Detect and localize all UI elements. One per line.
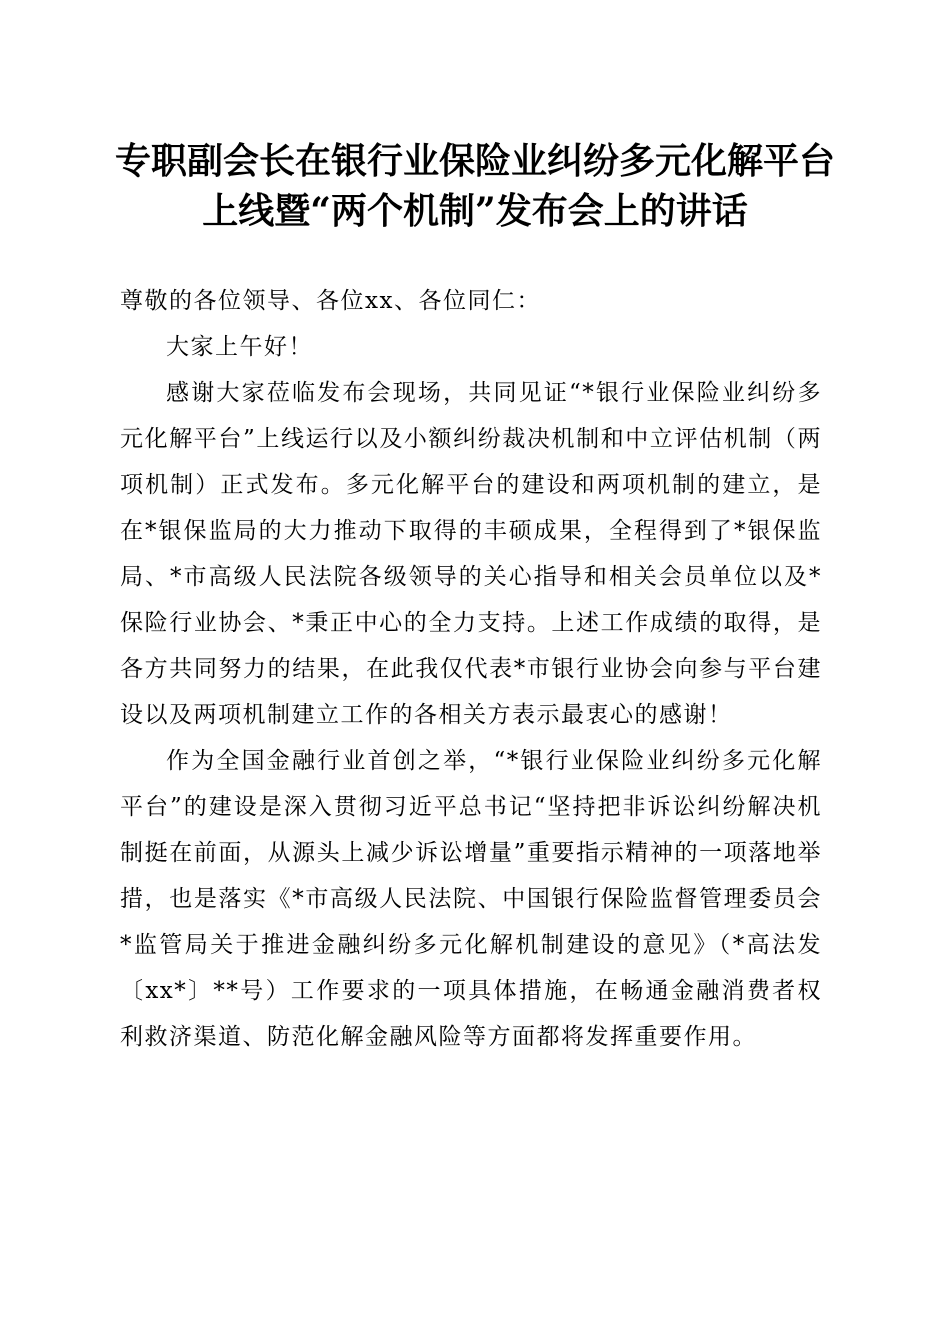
document-body (120, 278, 822, 1060)
greeting: 大家上午好！ (166, 334, 313, 360)
title-line-1: 专职副会长在银行业保险业纠纷多元化解平台 (114, 140, 835, 182)
salutation: 尊敬的各位领导、各位xx、各位同仁： (120, 288, 541, 314)
body-paragraph-1: 感谢大家莅临发布会现场，共同见证“*银行业保险业纠纷多元化解平台”上线运行以及小额纠纷裁决机制和中立评估机制（两项机制）正式发布。多元化解平台的建设和两项机制的建立，是在*银保监局的大力推动下取得的丰硕成果，全程得到了*银保监局、*市高级人民法院各级领导的关心指导和相关会员单位以及*保险行业协会、*秉正中心的全力支持。上述工作成绩的取得，是各方共同努力的结果，在此我仅代表*市银行业协会向参与平台建设以及两项机制建立工作的各相关方表示最衷心的感谢！ (120, 380, 822, 728)
document-title (100, 136, 850, 236)
title-line-2: 上线暨“两个机制”发布会上的讲话 (202, 190, 748, 232)
body-paragraph-2: 作为全国金融行业首创之举，“*银行业保险业纠纷多元化解平台”的建设是深入贯彻习近平总书记“坚持把非诉讼纠纷解决机制挺在前面，从源头上减少诉讼增量”重要指示精神的一项落地举措，也是落实《*市高级人民法院、中国银行保险监督管理委员会*监管局关于推进金融纠纷多元化解机制建设的意见》（*高法发〔xx*〕**号）工作要求的一项具体措施，在畅通金融消费者权利救济渠道、防范化解金融风险等方面都将发挥重要作用。 (120, 748, 822, 1050)
